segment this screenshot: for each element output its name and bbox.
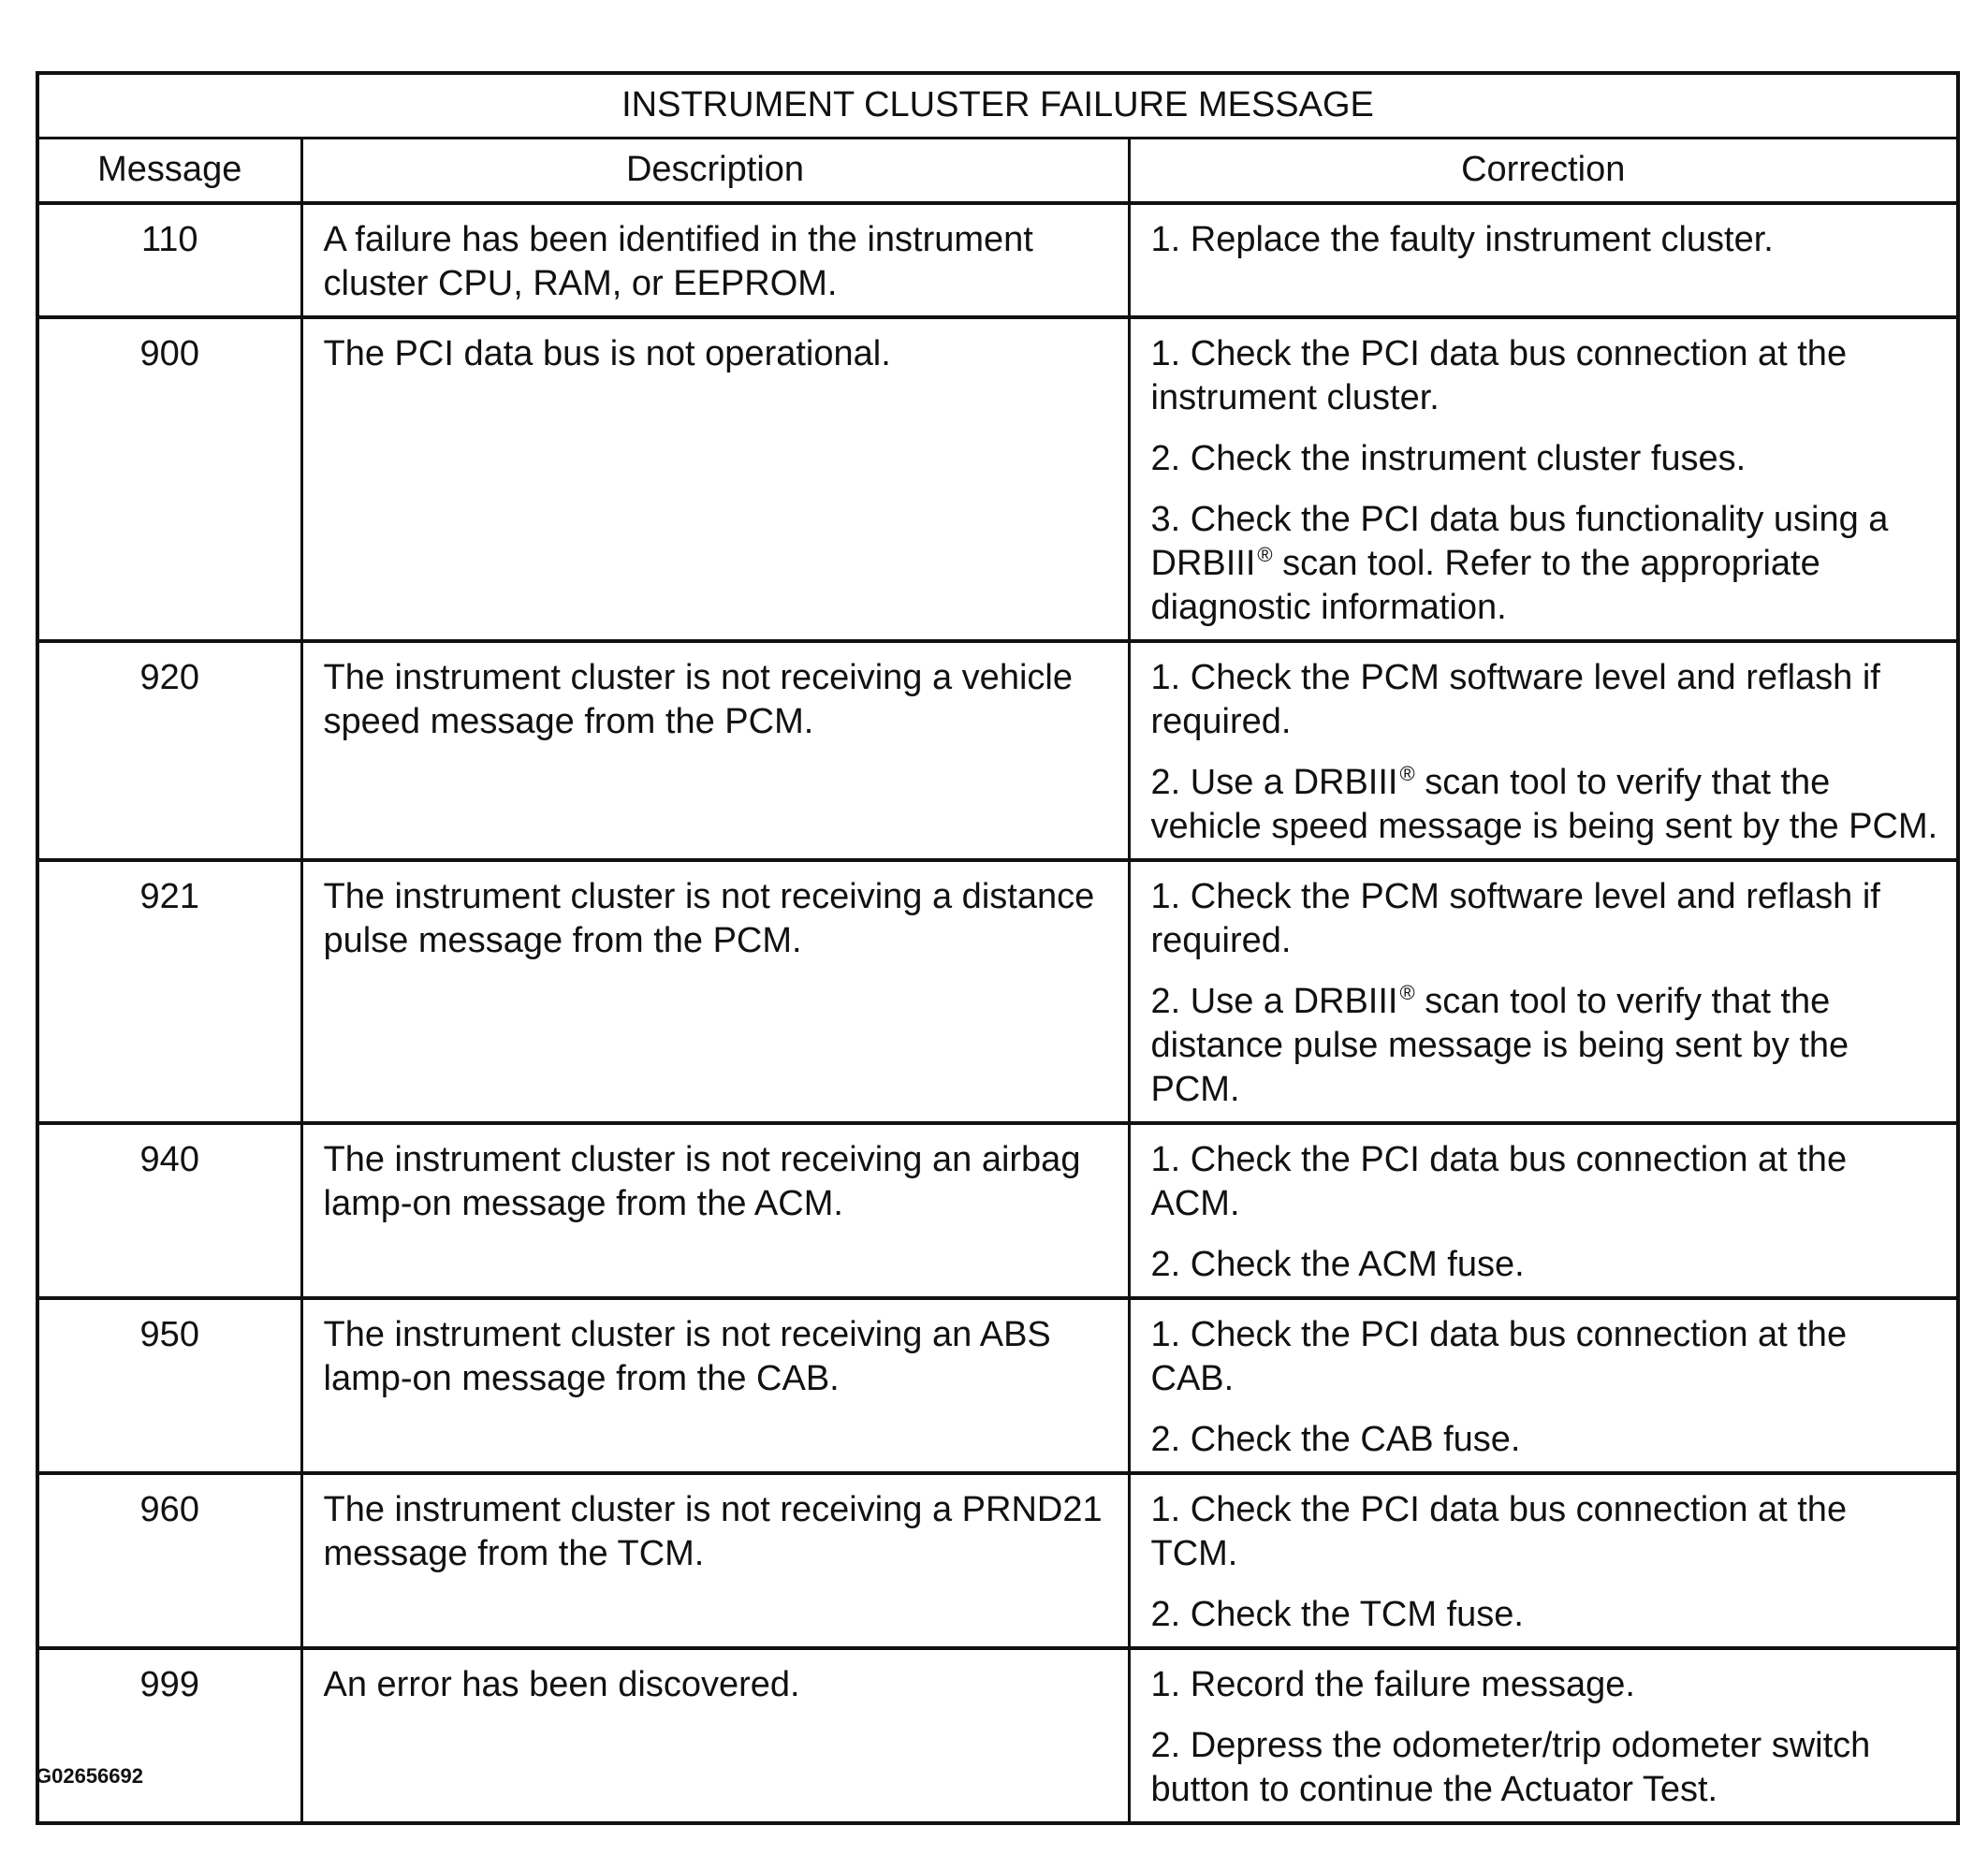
description-cell: The PCI data bus is not operational. (301, 317, 1129, 641)
header-message: Message (37, 139, 301, 204)
correction-step: 1. Check the PCM software level and reflash if required. (1150, 658, 1880, 741)
registered-mark: ® (1399, 981, 1415, 1004)
correction-text: scan tool to verify that the vehicle speed message is being sent by the PCM. (1150, 763, 1938, 846)
table-row (37, 1123, 1958, 1298)
correction-step: 1. Replace the faulty instrument cluster. (1150, 220, 1774, 259)
correction-step: 2. Check the ACM fuse. (1150, 1245, 1525, 1284)
message-code-cell: 900 (37, 317, 301, 641)
registered-mark: ® (1399, 762, 1415, 785)
correction-text: 2. Use a DRBIII (1150, 982, 1398, 1021)
table-row (37, 203, 1958, 317)
correction-cell (1129, 1298, 1958, 1473)
table-row (37, 1473, 1958, 1648)
correction-cell (1129, 1648, 1958, 1823)
description-cell: The instrument cluster is not receiving a vehicle speed message from the PCM. (301, 641, 1129, 860)
correction-step: 1. Check the PCI data bus connection at the ACM. (1150, 1140, 1848, 1223)
correction-step (1151, 761, 1940, 849)
correction-step: 1. Check the PCI data bus connection at the instrument cluster. (1150, 334, 1848, 417)
table-row (37, 860, 1958, 1123)
correction-cell (1129, 317, 1958, 641)
table-row (37, 1298, 1958, 1473)
table-row (37, 641, 1958, 860)
message-code-cell: 940 (37, 1123, 301, 1298)
correction-step (1151, 980, 1940, 1112)
message-code-cell: 999 (37, 1648, 301, 1823)
correction-cell (1129, 1473, 1958, 1648)
correction-step: 1. Check the PCI data bus connection at the TCM. (1150, 1490, 1848, 1573)
correction-cell (1129, 203, 1958, 317)
description-cell: An error has been discovered. (301, 1648, 1129, 1823)
correction-step: 2. Check the TCM fuse. (1150, 1595, 1524, 1634)
message-code-cell: 110 (37, 203, 301, 317)
correction-cell (1129, 1123, 1958, 1298)
failure-message-table-container (36, 71, 1956, 1825)
correction-step: 1. Record the failure message. (1150, 1665, 1635, 1704)
correction-step: 1. Check the PCM software level and reflash if required. (1150, 877, 1880, 960)
table-row (37, 317, 1958, 641)
correction-step: 2. Check the instrument cluster fuses. (1150, 439, 1747, 478)
description-cell: The instrument cluster is not receiving an ABS lamp-on message from the CAB. (301, 1298, 1129, 1473)
description-cell: The instrument cluster is not receiving a PRND21 message from the TCM. (301, 1473, 1129, 1648)
description-cell: The instrument cluster is not receiving a distance pulse message from the PCM. (301, 860, 1129, 1123)
correction-cell (1129, 641, 1958, 860)
table-row (37, 1648, 1958, 1823)
correction-text: scan tool to verify that the distance pulse message is being sent by the PCM. (1150, 982, 1849, 1109)
correction-step: 1. Check the PCI data bus connection at the CAB. (1150, 1315, 1848, 1398)
message-code-cell: 921 (37, 860, 301, 1123)
description-cell: A failure has been identified in the instrument cluster CPU, RAM, or EEPROM. (301, 203, 1129, 317)
correction-text: 3. Check the PCI data bus functionality using a DRBIII (1150, 500, 1889, 583)
correction-step: 2. Check the CAB fuse. (1150, 1420, 1521, 1459)
correction-cell (1129, 860, 1958, 1123)
correction-text: 2. Use a DRBIII (1150, 763, 1398, 802)
message-code-cell: 960 (37, 1473, 301, 1648)
table-body (37, 203, 1958, 1823)
table-title: INSTRUMENT CLUSTER FAILURE MESSAGE (37, 73, 1958, 139)
header-correction: Correction (1129, 139, 1958, 204)
registered-mark: ® (1257, 543, 1273, 566)
message-code-cell: 920 (37, 641, 301, 860)
header-description: Description (301, 139, 1129, 204)
message-code-cell: 950 (37, 1298, 301, 1473)
correction-step: 2. Depress the odometer/trip odometer switch button to continue the Actuator Test. (1150, 1726, 1871, 1809)
figure-id: G02656692 (36, 1764, 143, 1788)
failure-message-table (36, 71, 1960, 1825)
correction-text: scan tool. Refer to the appropriate diagnostic information. (1150, 544, 1820, 627)
correction-step (1151, 498, 1940, 630)
description-cell: The instrument cluster is not receiving an airbag lamp-on message from the ACM. (301, 1123, 1129, 1298)
